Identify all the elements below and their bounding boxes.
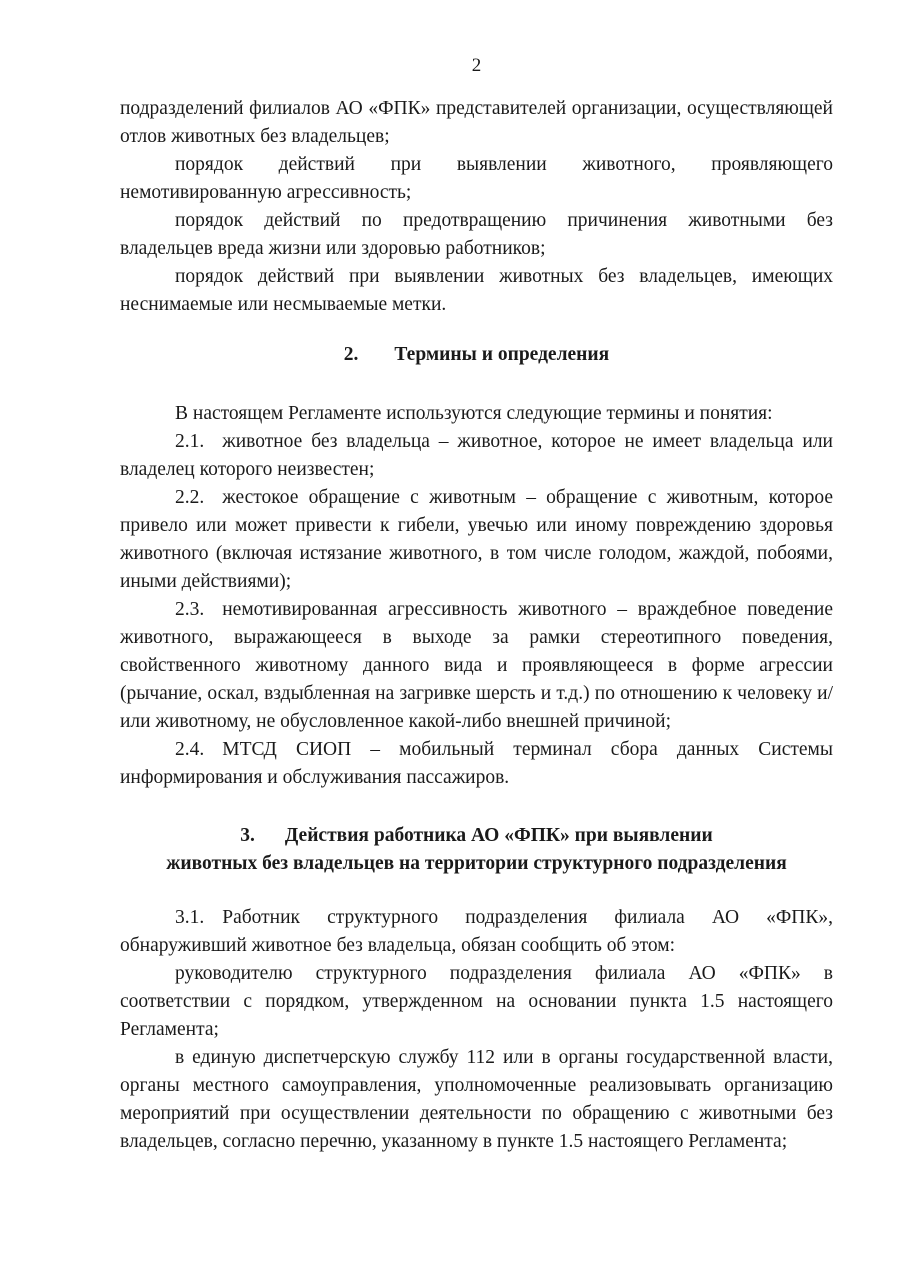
clause-2-2 <box>120 484 833 596</box>
clause-text: немотивированная агрессивность животного – враждебное поведение животного, выражающееся в выходе за рамки стереотипного поведения, свойственного животному данного вида и проявляющееся в форме агрессии (рычание, оскал, вздыбленная на загривке шерсть и т.д.) по отношению к человеку и/или животному, не обусловленное какой-либо внешней причиной; <box>120 599 833 732</box>
clause-2-4 <box>120 736 833 792</box>
clause-number: 2.3. <box>175 599 205 620</box>
page-number: 2 <box>471 55 482 76</box>
heading-number: 3. <box>240 825 255 846</box>
clause-text: МТСД СИОП – мобильный терминал сбора данных Системы информирования и обслуживания пассажиров. <box>120 739 833 788</box>
body-paragraph: в единую диспетчерскую службу 112 или в органы государственной власти, органы местного самоуправления, уполномоченные реализовывать организацию мероприятий при осуществлении деятельности по обращению с животными без владельцев, согласно перечню, указанному в пункте 1.5 настоящего Регламента; <box>120 1047 833 1152</box>
section-3-heading <box>120 822 833 878</box>
heading-line-1 <box>120 822 833 850</box>
body-paragraph: порядок действий при выявлении животного, проявляющего немотивированную агрессивность; <box>120 154 833 203</box>
body-paragraph: порядок действий при выявлении животных без владельцев, имеющих неснимаемые или несмываемые метки. <box>120 266 833 315</box>
body-paragraph: подразделений филиалов АО «ФПК» представителей организации, осуществляющей отлов животных без владельцев; <box>120 98 833 147</box>
body-paragraph: В настоящем Регламенте используются следующие термины и понятия: <box>175 403 773 424</box>
clause-2-1 <box>120 428 833 484</box>
clause-number: 2.1. <box>175 431 205 452</box>
clause-2-3 <box>120 596 833 736</box>
clause-text: животное без владельца – животное, которое не имеет владельца или владелец которого неизвестен; <box>120 431 833 480</box>
heading-title: Действия работника АО «ФПК» при выявлении <box>284 825 713 846</box>
section-2-heading <box>120 341 833 369</box>
heading-number: 2. <box>343 344 359 365</box>
body-paragraph: руководителю структурного подразделения филиала АО «ФПК» в соответствии с порядком, утвержденном на основании пункта 1.5 настоящего Регламента; <box>120 963 833 1040</box>
clause-text: жестокое обращение с животным – обращение с животным, которое привело или может привести к гибели, увечью или иному повреждению здоровья животного (включая истязание животного, в том числе голодом, жаждой, побоями, иными действиями); <box>120 487 833 592</box>
clause-number: 2.2. <box>175 487 205 508</box>
document-content <box>120 0 833 1156</box>
clause-number: 3.1. <box>175 907 205 928</box>
heading-title: Термины и определения <box>394 344 610 365</box>
clause-number: 2.4. <box>175 739 205 760</box>
body-paragraph: порядок действий по предотвращению причинения животными без владельцев вреда жизни или здоровью работников; <box>120 210 833 259</box>
clause-text: Работник структурного подразделения филиала АО «ФПК», обнаруживший животное без владельца, обязан сообщить об этом: <box>120 907 833 956</box>
clause-3-1 <box>120 904 833 960</box>
heading-line-2: животных без владельцев на территории структурного подразделения <box>166 853 787 874</box>
